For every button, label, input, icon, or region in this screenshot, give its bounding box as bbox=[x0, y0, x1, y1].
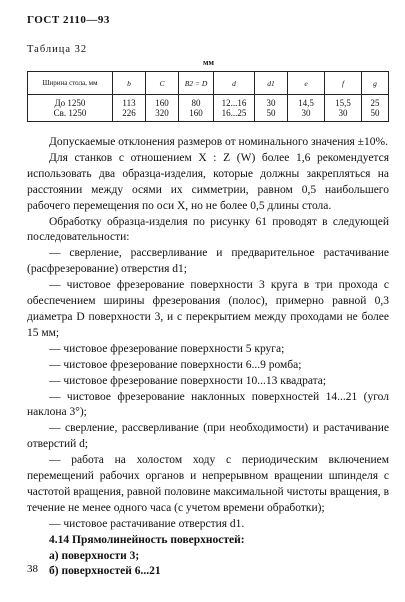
table-unit: мм bbox=[203, 58, 214, 67]
page-number: 38 bbox=[27, 563, 38, 575]
list-item: — чистовое фрезерование поверхности 10...13 квадрата; bbox=[49, 374, 327, 387]
cell-line: 160 bbox=[189, 108, 203, 118]
cell-line: 25 bbox=[370, 98, 380, 108]
table-cell bbox=[146, 95, 179, 122]
cell-line: 50 bbox=[370, 108, 380, 118]
table-header-cell: d1 bbox=[255, 72, 288, 95]
cell-line: 30 bbox=[338, 108, 348, 118]
table-cell bbox=[113, 95, 146, 122]
table-header-cell: f bbox=[325, 72, 362, 95]
cell-line: 14,5 bbox=[298, 98, 314, 108]
table-header-cell: d bbox=[214, 72, 255, 95]
cell-line: 160 bbox=[155, 98, 169, 108]
list-item: — чистовое фрезерование поверхности 6...9 ромба; bbox=[49, 358, 302, 371]
table-header-cell: Ширина стола, мм bbox=[28, 72, 113, 95]
table-header-cell: C bbox=[146, 72, 179, 95]
table-caption: Таблица 32 bbox=[27, 44, 88, 55]
section-heading: 4.14 Прямолинейность поверхностей: bbox=[49, 533, 245, 546]
paragraph-two-samples: Для станков с отношением X : Z (W) более 1,6 рекомендуется использовать два образца-изделия, которые должны закрепляться на расстоянии между осями их симметрии, равном 0,5 наибольшего рабочего перемещения по оси X, но не более 0,5 длины стола. bbox=[27, 151, 389, 212]
cell-line: 30 bbox=[266, 98, 276, 108]
paragraph-tolerance: Допускаемые отклонения размеров от номинального значения ±10%. bbox=[49, 136, 388, 148]
cell-line: 226 bbox=[122, 108, 136, 118]
table-header-cell: b bbox=[113, 72, 146, 95]
table-header-cell: B2 = D bbox=[179, 72, 214, 95]
dimensions-table bbox=[27, 71, 389, 122]
section-item: а) поверхности 3; bbox=[49, 549, 140, 562]
table-cell bbox=[325, 95, 362, 122]
table-header-cell: e bbox=[288, 72, 325, 95]
table-cell bbox=[214, 95, 255, 122]
cell-line: 15,5 bbox=[335, 98, 351, 108]
list-item: — чистовое фрезерование поверхности 5 круга; bbox=[49, 342, 285, 355]
cell-line: 30 bbox=[301, 108, 311, 118]
table-cell bbox=[288, 95, 325, 122]
document-header: ГОСТ 2110—93 bbox=[27, 14, 110, 26]
table-cell bbox=[362, 95, 389, 122]
table-header-row bbox=[28, 72, 389, 95]
cell-line: 113 bbox=[122, 98, 136, 108]
cell-line: 16...25 bbox=[221, 108, 247, 118]
cell-line: 320 bbox=[155, 108, 169, 118]
table-cell bbox=[179, 95, 214, 122]
list-item: — чистовое растачивание отверстия d1. bbox=[49, 517, 245, 530]
cell-line: 80 bbox=[191, 98, 201, 108]
cell-line: 12...16 bbox=[221, 98, 247, 108]
list-item: — работа на холостом ходу с периодическим включением перемещений рабочих органов и непрерывном вращении шпинделя с частотой вращения, равной половине максимальной чистоты вращения, в течение не менее одного часа (с учетом времени обработки); bbox=[27, 454, 389, 514]
cell-line: До 1250 bbox=[54, 98, 86, 108]
section-item: б) поверхностей 6...21 bbox=[49, 565, 161, 578]
table-cell bbox=[28, 95, 113, 122]
body-text bbox=[27, 135, 389, 580]
cell-line: 50 bbox=[266, 108, 276, 118]
list-item: — чистовое фрезерование поверхности 3 круга в три прохода с обеспечением ширины фрезерования (полос), примерно равной 0,3 диаметра D поверхности 3, и с перекрытием между проходами не более 15 мм; bbox=[27, 279, 389, 339]
table-data-row bbox=[28, 95, 389, 122]
table-cell bbox=[255, 95, 288, 122]
list-item: — чистовое фрезерование наклонных поверхностей 14...21 (угол наклона 3°); bbox=[27, 390, 389, 419]
paragraph-sequence-intro: Обработку образца-изделия по рисунку 61 проводят в следующей последовательности: bbox=[27, 215, 389, 244]
table-header-cell: g bbox=[362, 72, 389, 95]
cell-line: Св. 1250 bbox=[53, 108, 87, 118]
list-item: — сверление, рассверливание и предварительное растачивание (расфрезерование) отверстия d1; bbox=[27, 247, 389, 276]
list-item: — сверление, рассверливание (при необходимости) и растачивание отверстий d; bbox=[27, 422, 389, 451]
